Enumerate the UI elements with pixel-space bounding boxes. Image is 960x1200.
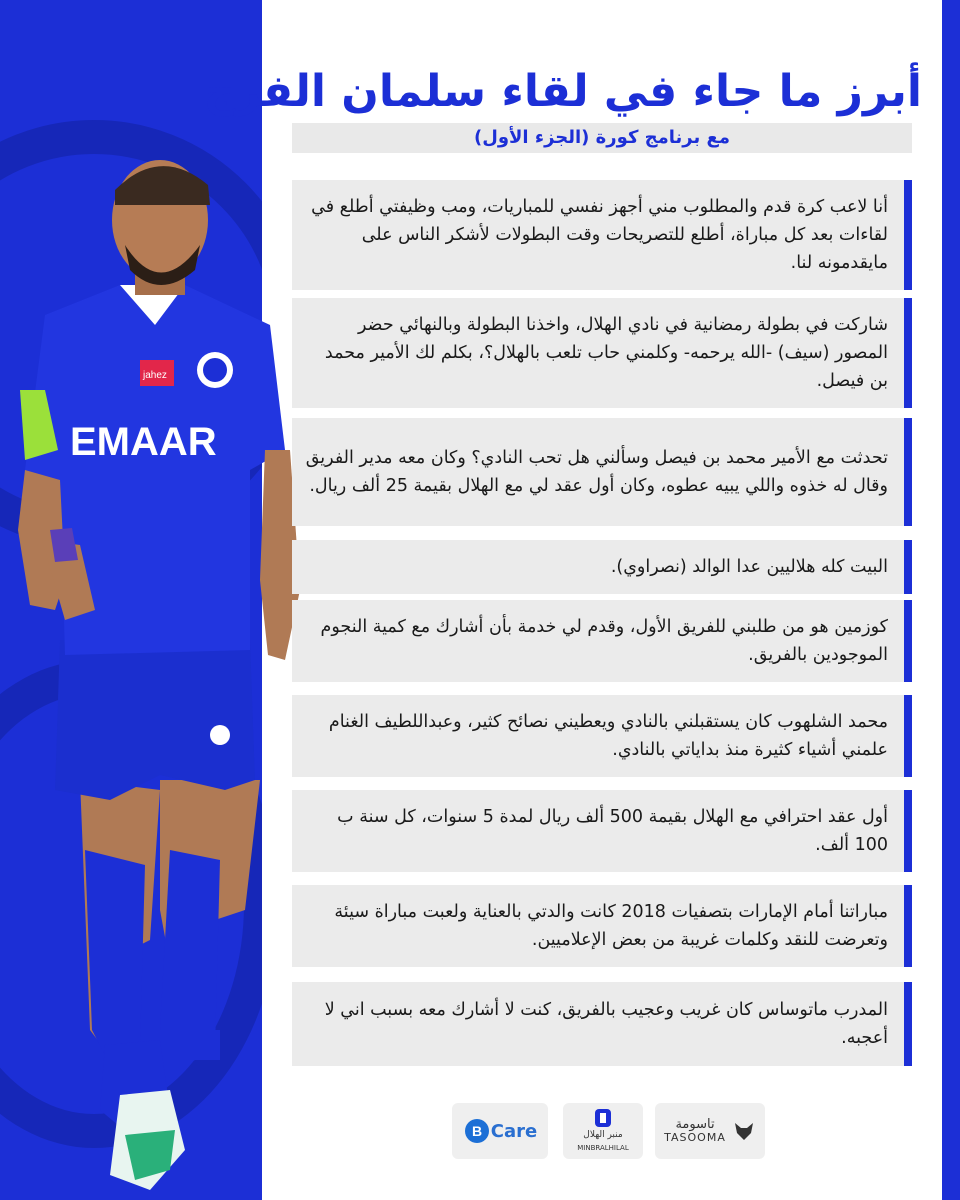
minbar-icon	[593, 1107, 613, 1129]
minbar-label-ar: منبر الهلال	[583, 1130, 623, 1140]
quote-text: مباراتنا أمام الإمارات بتصفيات 2018 كانت والدتي بالعناية ولعبت مباراة سيئة وتعرضت للنقد وكلمات غريبة من بعض الإعلاميين.	[334, 902, 888, 950]
page-title: أبرز ما جاء في لقاء سلمان الفرج	[203, 66, 922, 117]
quote-text: أنا لاعب كرة قدم والمطلوب مني أجهز نفسي للمباريات، ومب وظيفتي أطلع في لقاءات بعد كل مباراة، أطلع للتصريحات وقت البطولات لأشكر الناس على مايقدمونه لنا.	[311, 197, 888, 273]
quote-card	[292, 885, 912, 967]
quote-card	[292, 298, 912, 408]
minbar-alhilal-logo	[563, 1103, 643, 1159]
quote-card	[292, 540, 912, 594]
quote-card	[292, 180, 912, 290]
quote-text: محمد الشلهوب كان يستقبلني بالنادي ويعطيني نصائح كثير، وعبداللطيف الغنام علمني أشياء كثيرة منذ بداياتي بالنادي.	[328, 712, 888, 760]
quote-text: كوزمين هو من طلبني للفريق الأول، وقدم لي خدمة بأن أشارك مع كمية النجوم الموجودين بالفريق.	[320, 617, 888, 665]
quote-text: المدرب ماتوساس كان غريب وعجيب بالفريق، كنت لا أشارك معه بسبب اني لا أعجبه.	[324, 1000, 888, 1048]
wolf-icon	[732, 1119, 756, 1143]
jersey-sponsor: EMAAR	[70, 420, 217, 464]
sponsor-logos	[450, 1103, 770, 1159]
quote-text: أول عقد احترافي مع الهلال بقيمة 500 ألف ريال لمدة 5 سنوات، كل سنة ب 100 ألف.	[337, 807, 888, 855]
bcare-logo	[452, 1103, 548, 1159]
quote-text: البيت كله هلاليين عدا الوالد (نصراوي).	[610, 557, 888, 577]
quote-card	[292, 600, 912, 682]
quote-text: تحدثت مع الأمير محمد بن فيصل وسألني هل تحب النادي؟ وكان معه مدير الفريق وقال له خذوه واللي يبيه عطوه، وكان أول عقد لي مع الهلال بقيمة 25 ألف ريال.	[305, 448, 888, 496]
tasooma-logo	[655, 1103, 765, 1159]
bcare-label: Care	[490, 1120, 538, 1142]
svg-text:B: B	[471, 1123, 482, 1139]
player-image	[10, 150, 310, 1195]
tasooma-label-en: TASOOMA	[664, 1131, 726, 1144]
quote-card	[292, 695, 912, 777]
quote-card	[292, 418, 912, 526]
subtitle: مع برنامج كورة (الجزء الأول)	[292, 123, 912, 153]
quote-card	[292, 790, 912, 872]
quote-card	[292, 982, 912, 1066]
right-blue-strip	[942, 0, 960, 1200]
jersey-patch: jahez	[143, 370, 167, 381]
tasooma-label-ar: تاسومة	[675, 1117, 715, 1132]
minbar-label-en: MINBRALHILAL	[577, 1144, 629, 1152]
bcare-icon	[463, 1117, 491, 1145]
quote-text: شاركت في بطولة رمضانية في نادي الهلال، واخذنا البطولة وبالنهائي حضر المصور (سيف) -الله يرحمه- وكلمني حاب تلعب بالهلال؟، بكلم لك الأمير محمد بن فيصل.	[324, 315, 888, 391]
